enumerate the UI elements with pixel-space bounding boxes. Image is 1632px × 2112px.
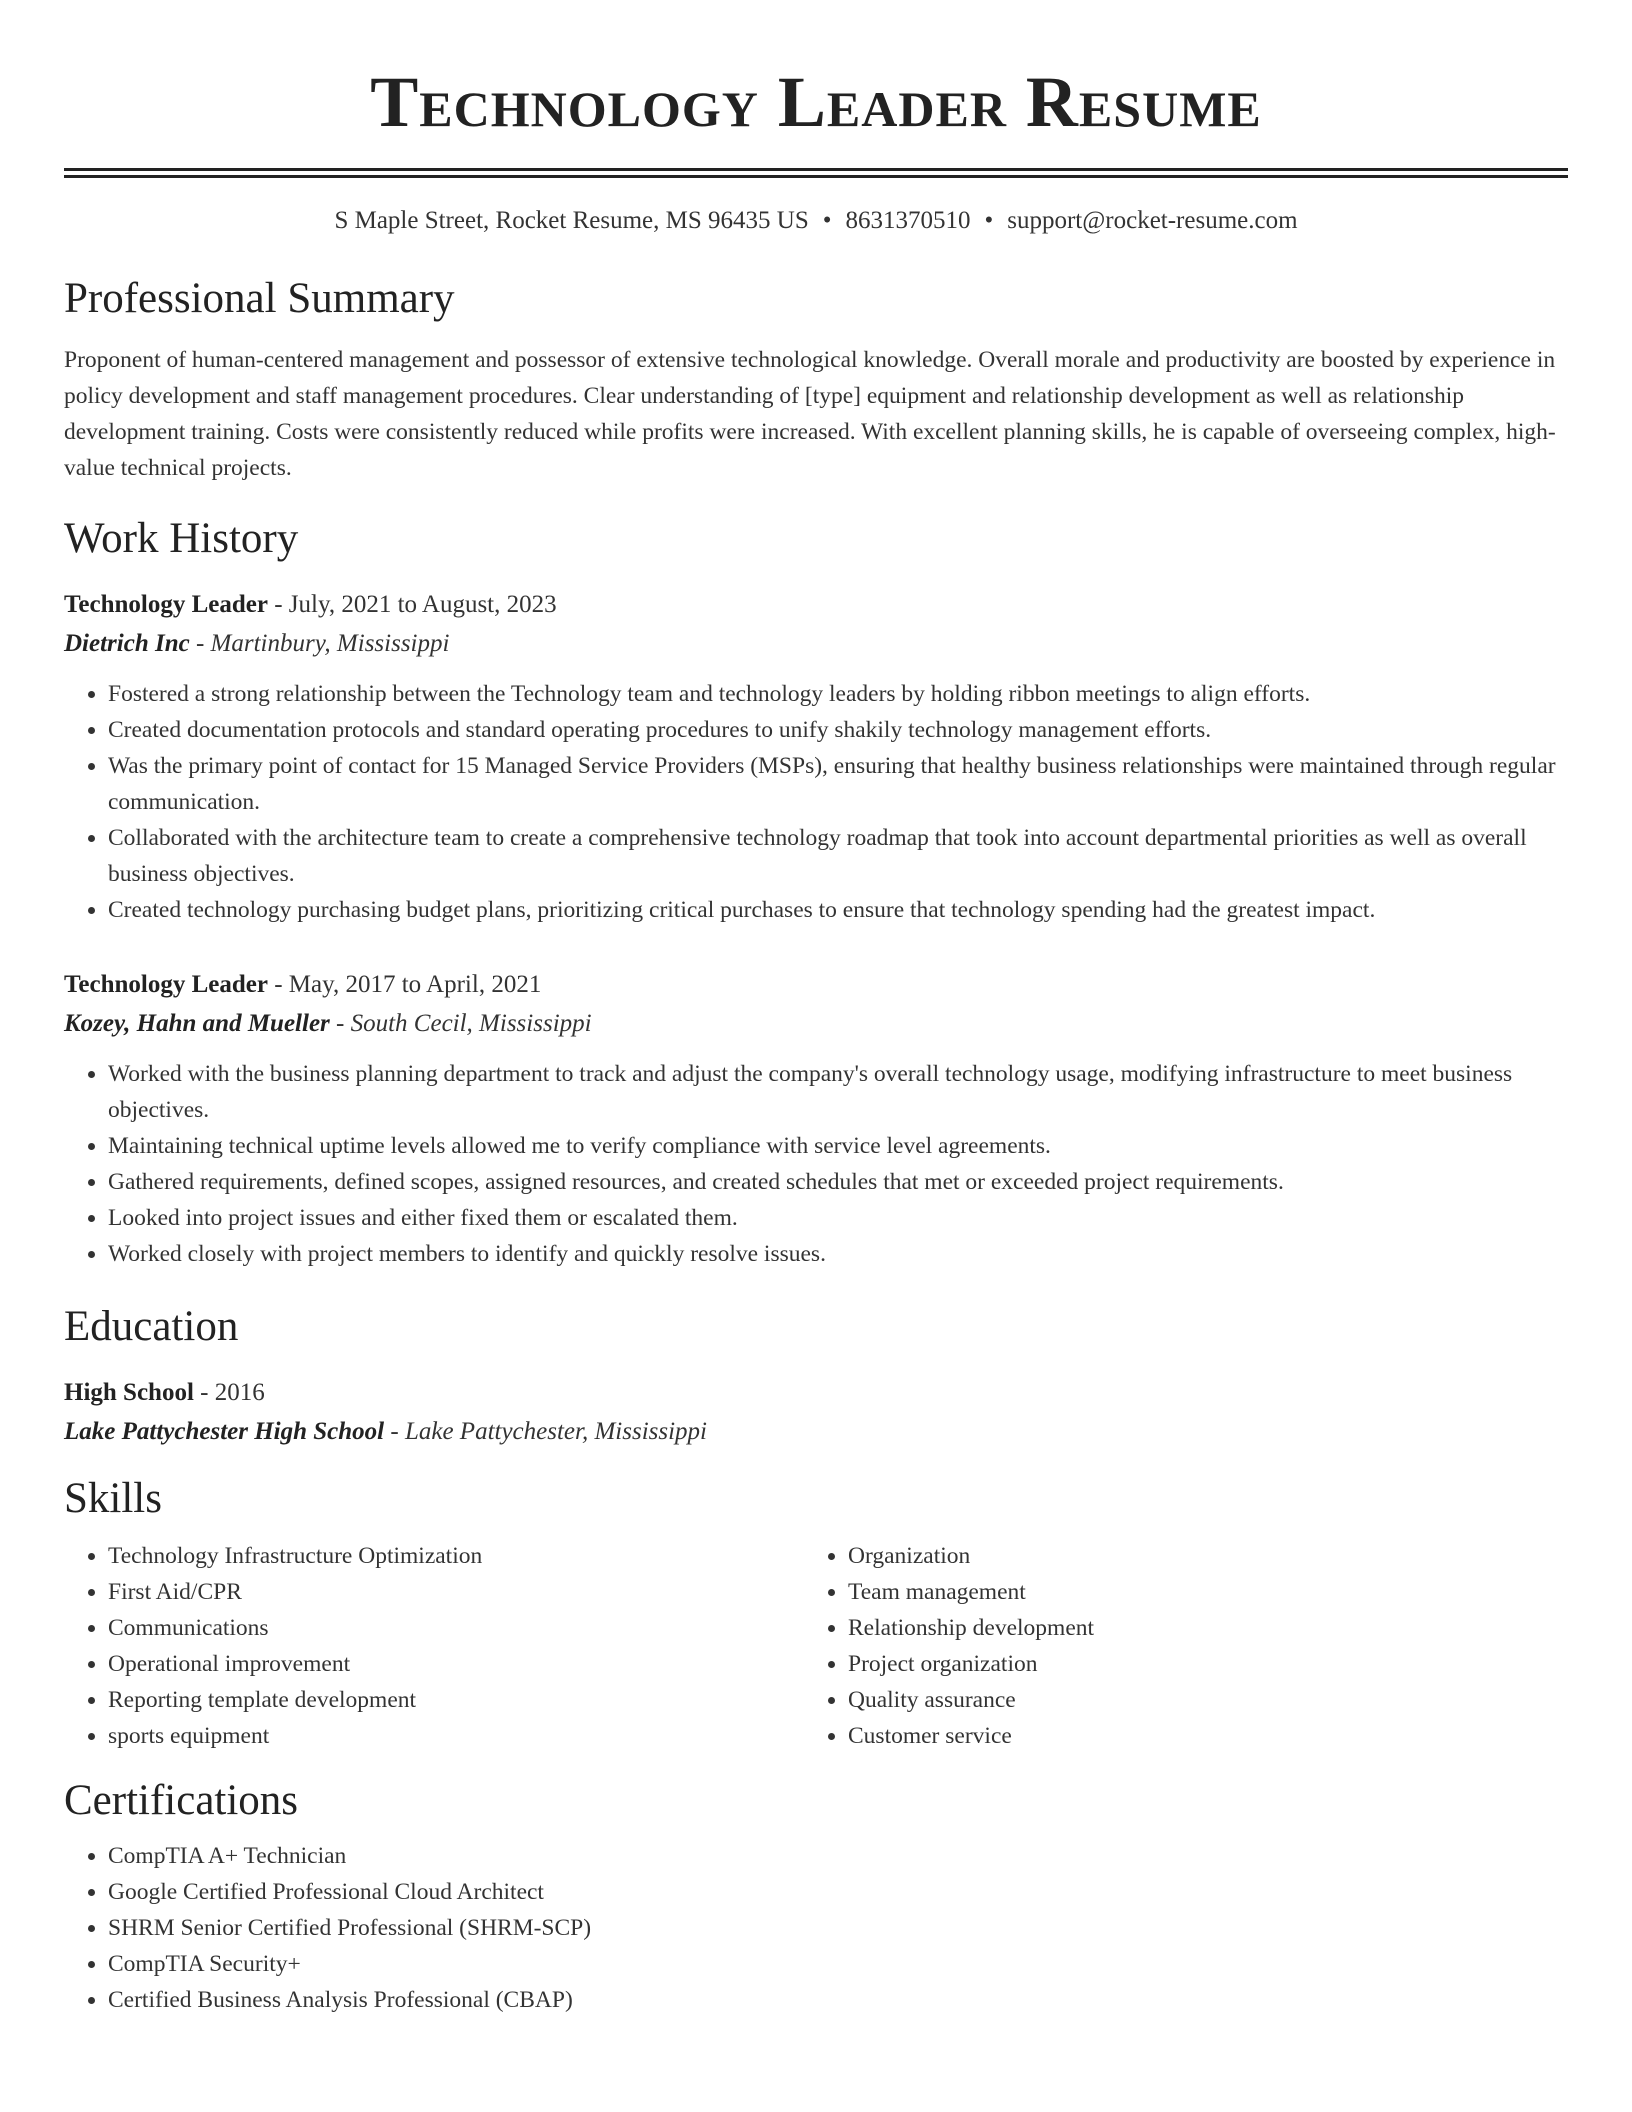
education-school: Lake Pattychester High School (64, 1418, 385, 1445)
title-divider (64, 168, 1568, 178)
job-company-line (64, 624, 1568, 664)
job-bullet: • Looked into project issues and either fixed them or escalated them. (108, 1200, 1568, 1236)
job-bullet: • Fostered a strong relationship between the Technology team and technology leaders by holding ribbon meetings to align efforts. (108, 676, 1568, 712)
job-dates: - May, 2017 to April, 2021 (267, 971, 542, 998)
contact-line (64, 204, 1568, 238)
contact-email: support@rocket-resume.com (1007, 207, 1298, 234)
education-heading: Education (64, 1303, 239, 1350)
certifications-list (64, 1838, 1568, 2018)
job-company: Dietrich Inc (64, 630, 190, 657)
skill-item: • First Aid/CPR (108, 1574, 804, 1610)
skill-item: • Reporting template development (108, 1682, 804, 1718)
education-school-line (64, 1412, 1568, 1452)
job-bullet: • Worked closely with project members to identify and quickly resolve issues. (108, 1236, 1568, 1272)
skill-item: • Communications (108, 1610, 804, 1646)
job-bullet: • Created technology purchasing budget plans, prioritizing critical purchases to ensure that technology spending had the greatest impact. (108, 892, 1568, 928)
skill-item: • Organization (848, 1538, 1544, 1574)
contact-separator: • (822, 207, 832, 234)
job-bullet: • Collaborated with the architecture team to create a comprehensive technology roadmap that took into account departmental priorities as well as overall business objectives. (108, 820, 1568, 892)
skill-item: • Relationship development (848, 1610, 1544, 1646)
certification-item: • CompTIA Security+ (108, 1946, 1568, 1982)
certification-item: • Certified Business Analysis Professional (CBAP) (108, 1982, 1568, 2018)
job-title-line (64, 586, 1568, 624)
job-bullet: • Gathered requirements, defined scopes, assigned resources, and created schedules that met or exceeded project requirements. (108, 1164, 1568, 1200)
job-location: - South Cecil, Mississippi (329, 1010, 592, 1037)
job-bullets (64, 1056, 1568, 1272)
summary-text: Proponent of human-centered management and possessor of extensive technological knowledge. Overall morale and productivity are boosted by experience in policy development and staff management procedures. Clear understanding of [type] equipment and relationship development as well as relationship development training. Costs were consistently reduced while profits were increased. With excellent planning skills, he is capable of overseeing complex, high-value technical projects. (64, 347, 1556, 481)
contact-address: S Maple Street, Rocket Resume, MS 96435 US (334, 207, 809, 234)
job-title: Technology Leader (64, 591, 268, 618)
contact-separator: • (984, 207, 994, 234)
job-entry (64, 586, 1568, 928)
job-bullet: • Created documentation protocols and standard operating procedures to unify shakily technology management efforts. (108, 712, 1568, 748)
job-title-line (64, 966, 1568, 1004)
education-degree-line (64, 1374, 1568, 1412)
certification-item: • SHRM Senior Certified Professional (SHRM-SCP) (108, 1910, 1568, 1946)
job-company: Kozey, Hahn and Mueller (64, 1010, 330, 1037)
skills-list-left (64, 1538, 804, 1754)
job-title: Technology Leader (64, 971, 268, 998)
skill-item: • Technology Infrastructure Optimization (108, 1538, 804, 1574)
skill-item: • Project organization (848, 1646, 1544, 1682)
certification-item: • CompTIA A+ Technician (108, 1838, 1568, 1874)
education-entry (64, 1374, 1568, 1452)
skills-grid (64, 1538, 1568, 1754)
job-location: - Martinbury, Mississippi (189, 630, 450, 657)
skill-item: • Team management (848, 1574, 1544, 1610)
skill-item: • sports equipment (108, 1718, 804, 1754)
job-entry (64, 966, 1568, 1272)
resume-title: Technology Leader Resume (370, 62, 1262, 142)
job-bullets (64, 676, 1568, 928)
job-bullet: • Worked with the business planning department to track and adjust the company's overall technology usage, modifying infrastructure to meet business objectives. (108, 1056, 1568, 1128)
job-company-line (64, 1004, 1568, 1044)
skill-item: • Operational improvement (108, 1646, 804, 1682)
certifications-heading: Certifications (64, 1777, 299, 1824)
skill-item: • Quality assurance (848, 1682, 1544, 1718)
education-year: - 2016 (193, 1379, 265, 1406)
education-degree: High School (64, 1379, 194, 1406)
job-bullet: • Was the primary point of contact for 15 Managed Service Providers (MSPs), ensuring that healthy business relationships were maintained through regular communication. (108, 748, 1568, 820)
certification-item: • Google Certified Professional Cloud Architect (108, 1874, 1568, 1910)
education-location: - Lake Pattychester, Mississippi (384, 1418, 708, 1445)
skills-list-right (804, 1538, 1544, 1754)
contact-phone: 8631370510 (845, 207, 971, 234)
skill-item: • Customer service (848, 1718, 1544, 1754)
work-history-heading: Work History (64, 515, 299, 562)
job-dates: - July, 2021 to August, 2023 (267, 591, 557, 618)
job-bullet: • Maintaining technical uptime levels allowed me to verify compliance with service level agreements. (108, 1128, 1568, 1164)
skills-heading: Skills (64, 1475, 162, 1522)
summary-heading: Professional Summary (64, 275, 455, 322)
